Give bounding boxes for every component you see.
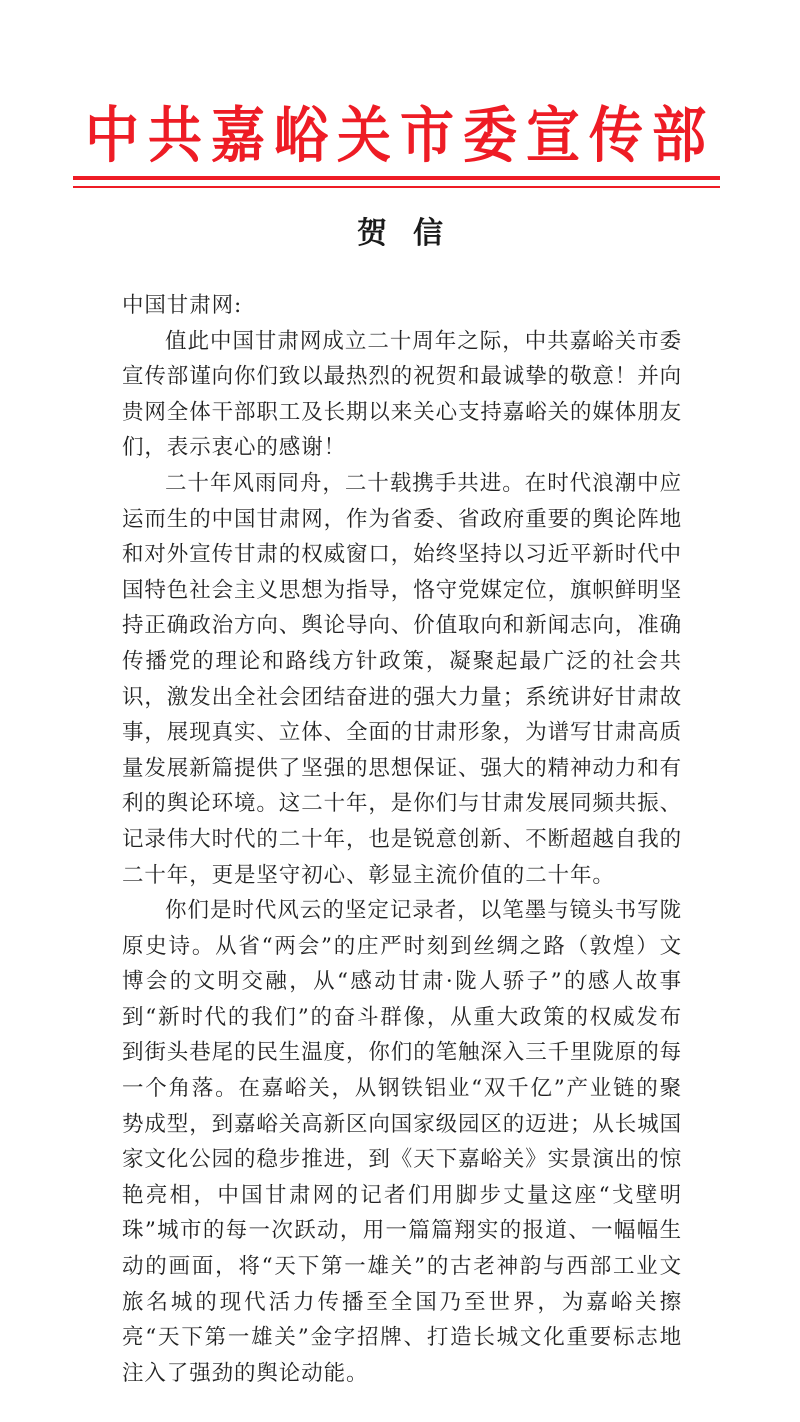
document-title: 贺信 xyxy=(357,216,469,251)
letter-body xyxy=(122,288,682,1391)
letterhead-rule-thick xyxy=(73,176,720,180)
paragraph: 你们是时代风云的坚定记录者，以笔墨与镜头书写陇原史诗。从省“两会”的庄严时刻到丝绸之路（敦煌）文博会的文明交融，从“感动甘肃·陇人骄子”的感人故事到“新时代的我们”的奋斗群像，从重大政策的权威发布到街头巷尾的民生温度，你们的笔触深入三千里陇原的每一个角落。在嘉峪关，从钢铁铝业“双千亿”产业链的聚势成型，到嘉峪关高新区向国家级园区的迈进；从长城国家文化公园的稳步推进，到《天下嘉峪关》实景演出的惊艳亮相，中国甘肃网的记者们用脚步丈量这座“戈壁明珠”城市的每一次跃动，用一篇篇翔实的报道、一幅幅生动的画面，将“天下第一雄关”的古老神韵与西部工业文旅名城的现代活力传播至全国乃至世界，为嘉峪关擦亮“天下第一雄关”金字招牌、打造长城文化重要标志地注入了强劲的舆论动能。 xyxy=(122,898,683,1386)
letterhead-organization: 中共嘉峪关市委宣传部 xyxy=(85,99,715,171)
salutation: 中国甘肃网: xyxy=(122,293,243,318)
paragraph: 值此中国甘肃网成立二十周年之际，中共嘉峪关市委宣传部谨向你们致以最热烈的祝贺和最诚挚的敬意！并向贵网全体干部职工及长期以来关心支持嘉峪关的媒体朋友们，表示衷心的感谢！ xyxy=(122,328,683,461)
letterhead-rule-thin xyxy=(73,186,720,188)
paragraph: 二十年风雨同舟，二十载携手共进。在时代浪潮中应运而生的中国甘肃网，作为省委、省政府重要的舆论阵地和对外宣传甘肃的权威窗口，始终坚持以习近平新时代中国特色社会主义思想为指导，恪守党媒定位，旗帜鲜明坚持正确政治方向、舆论导向、价值取向和新闻志向，准确传播党的理论和路线方针政策，凝聚起最广泛的社会共识，激发出全社会团结奋进的强大力量；系统讲好甘肃故事，展现真实、立体、全面的甘肃形象，为谱写甘肃高质量发展新篇提供了坚强的思想保证、强大的精神动力和有利的舆论环境。这二十年，是你们与甘肃发展同频共振、记录伟大时代的二十年，也是锐意创新、不断超越自我的二十年，更是坚守初心、彰显主流价值的二十年。 xyxy=(122,470,683,888)
